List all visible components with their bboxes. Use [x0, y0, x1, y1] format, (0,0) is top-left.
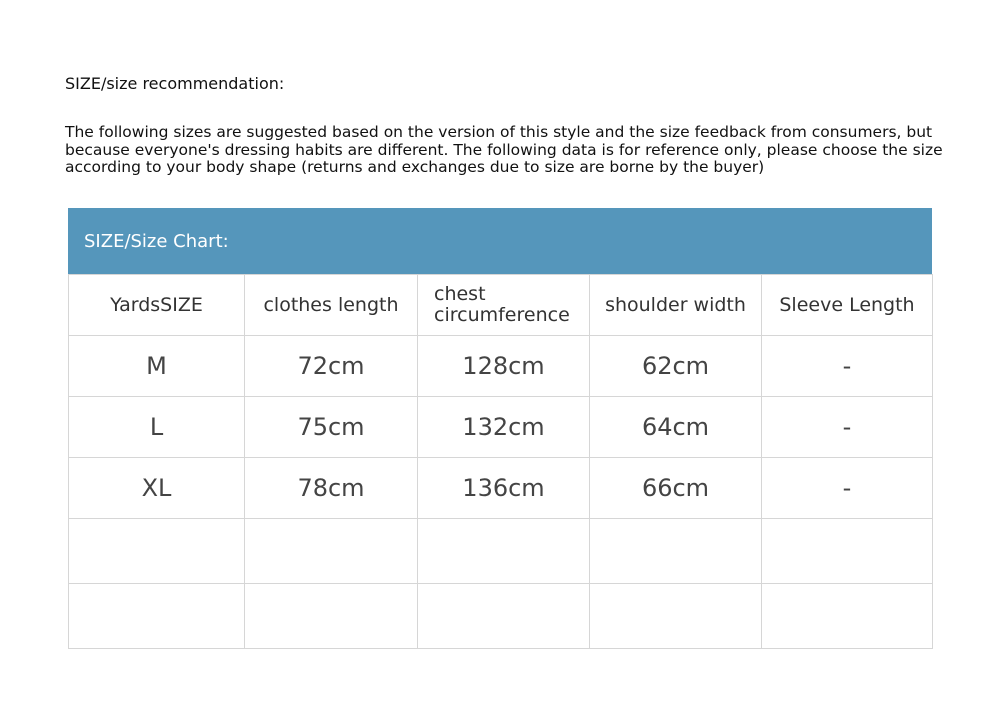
clothes-length-cell: 75cm	[245, 397, 418, 458]
empty-cell	[69, 519, 245, 584]
empty-table-row	[69, 584, 933, 649]
empty-cell	[590, 519, 762, 584]
table-row	[69, 336, 933, 397]
clothes-length-cell: 72cm	[245, 336, 418, 397]
shoulder-width-cell: 64cm	[590, 397, 762, 458]
size-cell: XL	[69, 458, 245, 519]
empty-cell	[69, 584, 245, 649]
column-header-chest-circumference: chest circumference	[418, 275, 590, 336]
chest-circumference-cell: 128cm	[418, 336, 590, 397]
clothes-length-cell: 78cm	[245, 458, 418, 519]
size-chart	[68, 208, 932, 649]
chest-circumference-cell: 136cm	[418, 458, 590, 519]
column-header-clothes-length: clothes length	[245, 275, 418, 336]
empty-cell	[762, 584, 933, 649]
empty-cell	[590, 584, 762, 649]
sleeve-length-cell: -	[762, 458, 933, 519]
column-header-size: YardsSIZE	[69, 275, 245, 336]
size-table	[68, 274, 933, 649]
empty-cell	[418, 519, 590, 584]
intro-paragraph: The following sizes are suggested based on the version of this style and the size feedback from consumers, but because everyone's dressing habits are different. The following data is for reference only, please choose the size according to your body shape (returns and exchanges due to size are borne by the buyer)	[65, 123, 943, 176]
empty-cell	[245, 584, 418, 649]
chest-circumference-cell: 132cm	[418, 397, 590, 458]
column-header-sleeve-length: Sleeve Length	[762, 275, 933, 336]
shoulder-width-cell: 66cm	[590, 458, 762, 519]
size-cell: L	[69, 397, 245, 458]
sleeve-length-cell: -	[762, 397, 933, 458]
table-row	[69, 458, 933, 519]
table-header-row	[69, 275, 933, 336]
page-heading: SIZE/size recommendation:	[65, 74, 285, 93]
empty-cell	[762, 519, 933, 584]
size-chart-title: SIZE/Size Chart:	[68, 208, 932, 274]
empty-cell	[418, 584, 590, 649]
shoulder-width-cell: 62cm	[590, 336, 762, 397]
table-row	[69, 397, 933, 458]
column-header-shoulder-width: shoulder width	[590, 275, 762, 336]
size-cell: M	[69, 336, 245, 397]
empty-cell	[245, 519, 418, 584]
empty-table-row	[69, 519, 933, 584]
sleeve-length-cell: -	[762, 336, 933, 397]
